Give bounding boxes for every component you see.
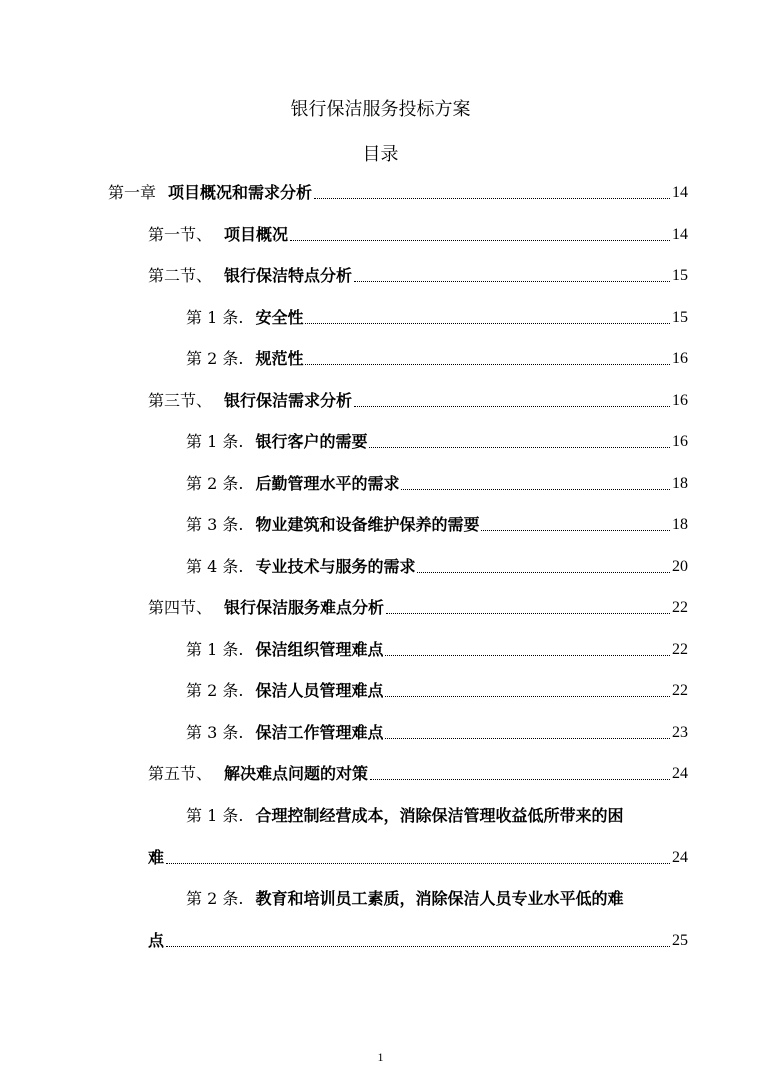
toc-entry-article[interactable]: [186, 514, 688, 536]
toc-dot-leader: [401, 489, 670, 490]
toc-entry-prefix: 第四节、: [148, 598, 213, 617]
toc-entry-article[interactable]: [186, 639, 688, 661]
toc-entry-section-3[interactable]: [148, 390, 688, 412]
toc-dot-leader: [290, 240, 670, 241]
toc-entry-page: 22: [672, 641, 688, 658]
toc-entry-page: 25: [672, 932, 688, 949]
toc-entry-title: 专业技术与服务的需求: [255, 557, 416, 576]
toc-entry-page: 18: [672, 516, 688, 533]
toc-entry-article[interactable]: [186, 431, 688, 453]
toc-entry-article-wrapped[interactable]: [186, 805, 623, 827]
toc-entry-title: 后勤管理水平的需求: [255, 474, 400, 493]
toc-entry-title-continuation: 点: [148, 931, 165, 950]
toc-entry-title: 项目概况和需求分析: [168, 183, 313, 202]
toc-entry-title: 规范性: [255, 349, 304, 368]
toc-entry-section-2[interactable]: [148, 265, 688, 287]
toc-entry-prefix: 第 2 条.: [186, 349, 244, 368]
toc-entry-prefix: 第三节、: [148, 391, 213, 410]
toc-entry-article[interactable]: [186, 680, 688, 702]
document-title: 银行保洁服务投标方案: [290, 99, 471, 120]
toc-entry-prefix: 第 3 条.: [186, 515, 244, 534]
toc-entry-page: 18: [672, 475, 688, 492]
toc-entry-page: 20: [672, 558, 688, 575]
toc-heading: 目录: [362, 144, 399, 165]
page-number: 1: [377, 1050, 384, 1064]
toc-dot-leader: [354, 406, 670, 407]
toc-entry-prefix: 第五节、: [148, 764, 213, 783]
toc-entry-title: 银行保洁特点分析: [224, 266, 353, 285]
toc-dot-leader: [369, 447, 670, 448]
toc-entry-title: 教育和培训员工素质，消除保洁人员专业水平低的难: [255, 889, 624, 908]
toc-entry-title: 合理控制经营成本，消除保洁管理收益低所带来的困: [255, 806, 624, 825]
toc-dot-leader: [370, 779, 670, 780]
toc-entry-page: 24: [672, 765, 688, 782]
toc-entry-title: 银行保洁需求分析: [224, 391, 353, 410]
toc-entry-page: 16: [672, 433, 688, 450]
toc-entry-page: 22: [672, 599, 688, 616]
toc-entry-title: 安全性: [255, 308, 304, 327]
toc-entry-article[interactable]: [186, 473, 688, 495]
toc-entry-article[interactable]: [186, 556, 688, 578]
toc-entry-prefix: 第 1 条.: [186, 806, 244, 825]
toc-entry-title: 银行保洁服务难点分析: [224, 598, 385, 617]
toc-entry-page: 23: [672, 724, 688, 741]
toc-entry-page: 14: [672, 226, 688, 243]
toc-entry-title: 保洁人员管理难点: [255, 681, 384, 700]
toc-entry-page: 15: [672, 309, 688, 326]
toc-dot-leader: [166, 946, 670, 947]
toc-entry-article[interactable]: [186, 722, 688, 744]
toc-entry-prefix: 第 1 条.: [186, 308, 244, 327]
toc-dot-leader: [385, 696, 670, 697]
toc-dot-leader: [305, 323, 670, 324]
toc-dot-leader: [166, 863, 670, 864]
toc-entry-prefix: 第 2 条.: [186, 681, 244, 700]
toc-dot-leader: [386, 613, 670, 614]
toc-entry-prefix: 第 2 条.: [186, 474, 244, 493]
toc-entry-title: 保洁工作管理难点: [255, 723, 384, 742]
toc-entry-prefix: 第 3 条.: [186, 723, 244, 742]
toc-entry-prefix: 第 1 条.: [186, 432, 244, 451]
toc-entry-article[interactable]: [186, 348, 688, 370]
toc-entry-page: 14: [672, 184, 688, 201]
toc-entry-continuation[interactable]: [148, 930, 688, 952]
toc-entry-continuation[interactable]: [148, 847, 688, 869]
toc-entry-article[interactable]: [186, 307, 688, 329]
toc-dot-leader: [417, 572, 670, 573]
toc-dot-leader: [305, 364, 670, 365]
toc-entry-section-4[interactable]: [148, 597, 688, 619]
toc-entry-prefix: 第 4 条.: [186, 557, 244, 576]
toc-entry-title: 保洁组织管理难点: [255, 640, 384, 659]
toc-entry-chapter-1[interactable]: [108, 182, 688, 204]
toc-entry-page: 16: [672, 392, 688, 409]
toc-entry-section-5[interactable]: [148, 763, 688, 785]
toc-entry-prefix: 第 2 条.: [186, 889, 244, 908]
toc-entry-title: 项目概况: [224, 225, 289, 244]
toc-entry-page: 22: [672, 682, 688, 699]
toc-dot-leader: [385, 738, 670, 739]
toc-entry-title: 解决难点问题的对策: [224, 764, 369, 783]
toc-dot-leader: [385, 655, 670, 656]
toc-entry-prefix: 第一章: [108, 183, 157, 202]
toc-entry-article-wrapped[interactable]: [186, 888, 623, 910]
toc-entry-section-1[interactable]: [148, 224, 688, 246]
toc-entry-title-continuation: 难: [148, 848, 165, 867]
toc-entry-title: 银行客户的需要: [255, 432, 368, 451]
toc-entry-prefix: 第二节、: [148, 266, 213, 285]
toc-dot-leader: [354, 281, 670, 282]
toc-entry-title: 物业建筑和设备维护保养的需要: [255, 515, 480, 534]
toc-entry-prefix: 第 1 条.: [186, 640, 244, 659]
toc-entry-page: 15: [672, 267, 688, 284]
toc-dot-leader: [314, 198, 670, 199]
toc-entry-prefix: 第一节、: [148, 225, 213, 244]
toc-entry-page: 24: [672, 849, 688, 866]
toc-dot-leader: [481, 530, 670, 531]
toc-entry-page: 16: [672, 350, 688, 367]
